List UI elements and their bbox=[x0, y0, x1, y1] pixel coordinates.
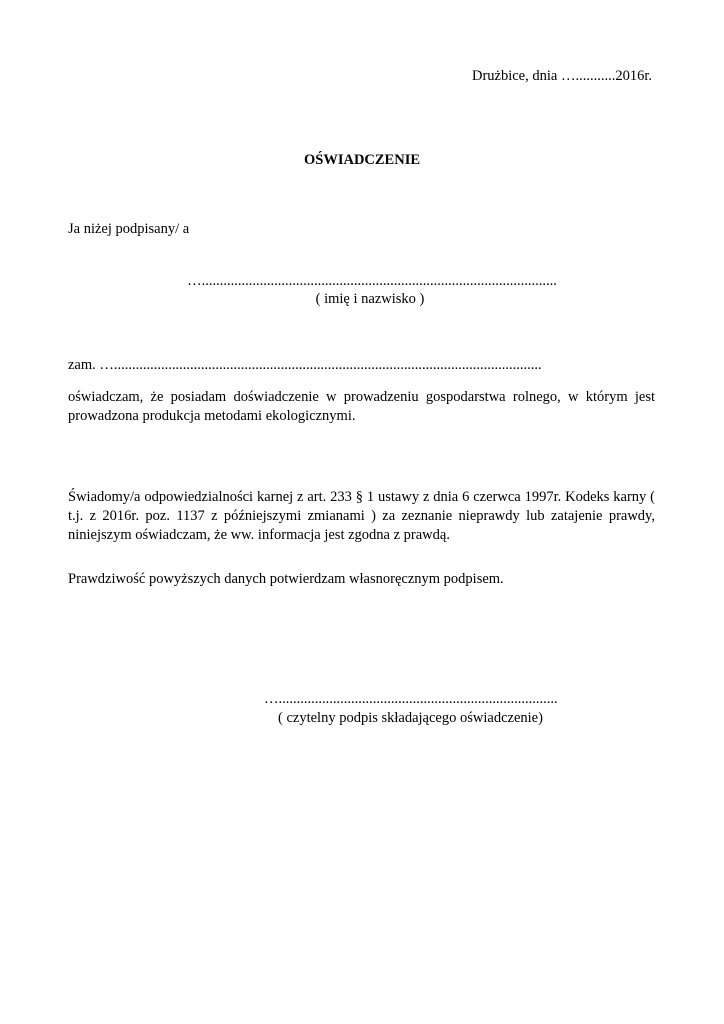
name-fill-line: ….................................................................................................. bbox=[187, 273, 557, 289]
statement-paragraph: oświadczam, że posiadam doświadczenie w prowadzeniu gospodarstwa rolnego, w którym jest prowadzona produkcja metodami ekologicznymi. bbox=[68, 389, 655, 424]
place-date-line: Drużbice, dnia …...........2016r. bbox=[471, 68, 652, 84]
confirmation-paragraph: Prawdziwość powyższych danych potwierdzam własnoręcznym podpisem. bbox=[68, 571, 504, 587]
document-title: OŚWIADCZENIE bbox=[303, 152, 421, 168]
liability-paragraph: Świadomy/a odpowiedzialności karnej z art. 233 § 1 ustawy z dnia 6 czerwca 1997r. Kodeks karny ( t.j. z 2016r. poz. 1137 z późniejszymi zmianami ) za zeznanie nieprawdy lub zatajenie prawdy, niniejszym oświadczam, że ww. informacja jest zgodna z prawdą. bbox=[68, 489, 655, 543]
signature-caption: ( czytelny podpis składającego oświadczenie) bbox=[278, 710, 543, 726]
signature-fill-line: …............................................................................. bbox=[264, 691, 558, 707]
name-caption: ( imię i nazwisko ) bbox=[315, 291, 425, 307]
intro-text: Ja niżej podpisany/ a bbox=[68, 221, 190, 237]
address-fill-line: zam. …...................................................................................................................... bbox=[68, 357, 542, 373]
